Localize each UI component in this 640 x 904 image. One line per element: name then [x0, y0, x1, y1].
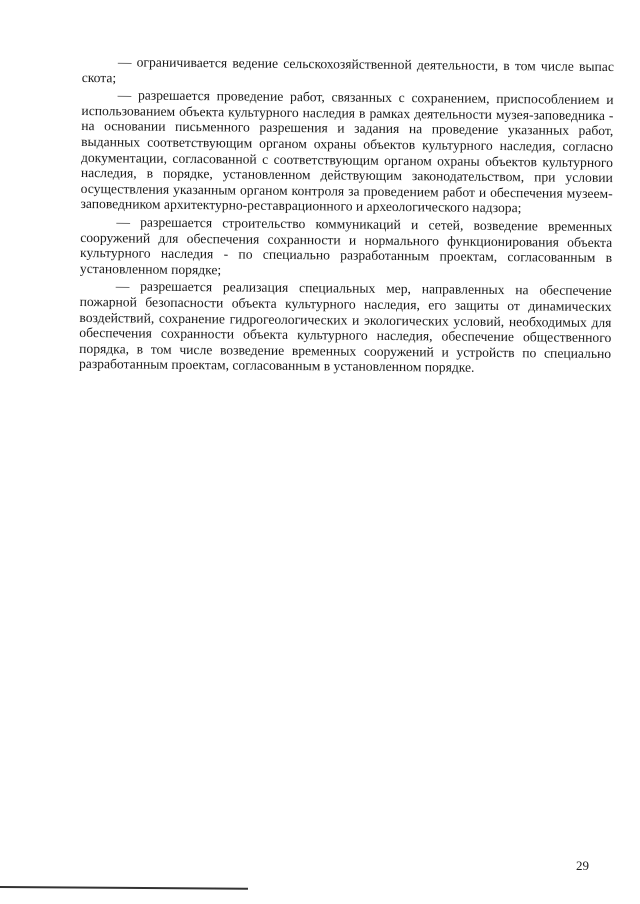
bottom-divider: [0, 886, 248, 890]
page-number: 29: [576, 858, 589, 873]
paragraph-utility-construction: — разрешается строительство коммуникаций и сетей, возведение временных сооружений для обеспечения сохранности и нормального функционирования объекта культурного наследия - по специально разработанным проектам, согласованным в установленном порядке;: [79, 214, 613, 278]
document-body: [79, 54, 614, 379]
paragraph-preservation-works: — разрешается проведение работ, связанных с сохранением, приспособлением и использованием объекта культурного наследия в рамках деятельности музея-заповедника - на основании письменного разрешения и задания на проведение указанных работ, выданных соответствующим органом охраны объектов культурного наследия, согласно документации, согласованной с соответствующим органом охраны объектов культурного наследия, в порядке, установленном действующим законодательством, при условии осуществления указанным органом контроля за проведением работ и обеспечения музеем-заповедником архитектурно-реставрационного и археологического надзора;: [80, 87, 614, 216]
paragraph-agriculture-restriction: — ограничивается ведение сельскохозяйственной деятельности, в том числе выпас скота;: [81, 54, 614, 85]
paragraph-special-measures: — разрешается реализация специальных мер, направленных на обеспечение пожарной безопасности объекта культурного наследия, его защиты от динамических воздействий, сохранение гидрогеологических и экологических условий, необходимых для обеспечения сохранности объекта культурного наследия, обеспечение общественного порядка, в том числе возведение временных сооружений и устройств по специально разработанным проектам, согласованным в установленном порядке.: [78, 278, 612, 376]
